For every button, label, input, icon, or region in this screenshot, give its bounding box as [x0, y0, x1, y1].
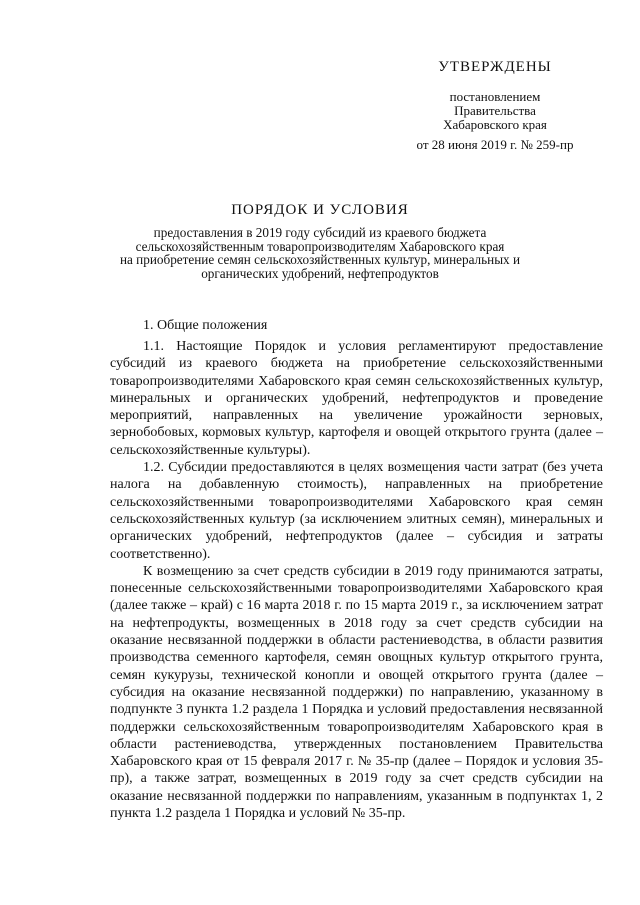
approval-heading: УТВЕРЖДЕНЫ: [438, 59, 552, 75]
approval-line-1: постановлением: [449, 89, 541, 104]
approval-stamp: [390, 58, 600, 152]
section-heading: 1. Общие положения: [143, 318, 268, 333]
approval-line-2: Правительства: [454, 103, 536, 118]
approval-line-3: Хабаровского края: [443, 117, 547, 132]
approval-date: от 28 июня 2019 г. № 259-пр: [416, 137, 574, 152]
subtitle-line-4: органических удобрений, нефтепродуктов: [201, 265, 439, 281]
subtitle-line-3: на приобретение семян сельскохозяйственных культур, минеральных и: [119, 252, 521, 267]
document-body: [110, 338, 603, 822]
subtitle-line-1: предоставления в 2019 году субсидий из краевого бюджета: [153, 225, 487, 240]
paragraph-1-2: 1.2. Субсидии предоставляются в целях возмещения части затрат (без учета налога на добавленную стоимость), направленных на приобретение сельскохозяйственными товаропроизводителями Хабаровского края семян сельскохозяйственных культур (за исключением элитных семян), минеральных и органических удобрений, нефтепродуктов (далее – субсидия и затраты соответственно).: [110, 460, 603, 562]
subtitle-line-2: сельскохозяйственным товаропроизводителям Хабаровского края: [135, 238, 505, 254]
paragraph-1-1: 1.1. Настоящие Порядок и условия регламентируют предоставление субсидий из краевого бюджета на приобретение сельскохозяйственными товаропроизводителями Хабаровского края семян сельскохозяйственных культур, минеральных и органических удобрений, нефтепродуктов и проведение мероприятий, направленных на увеличение урожайности зерновых, зернобобовых, кормовых культур, картофеля и овощей открытого грунта (далее – сельскохозяйственные культуры).: [110, 339, 603, 458]
document-subtitle: [110, 226, 530, 280]
paragraph-reimbursement: К возмещению за счет средств субсидии в 2019 году принимаются затраты, понесенные сельскохозяйственными товаропроизводителями Хабаровского края (далее также – край) с 16 марта 2018 г. по 15 марта 2019 г., за исключением затрат на нефтепродукты, возмещенных в 2018 году за счет средств субсидии на оказание несвязанной поддержки в области растениеводства, в области развития производства семенного картофеля, семян овощных культур открытого грунта, семян кукурузы, технической конопли и овощей открытого грунта (далее – субсидия на оказание несвязанной поддержки) по направлению, указанному в подпункте 3 пункта 1.2 раздела 1 Порядка и условий предоставления несвязанной поддержки сельскохозяйственным товаропроизводителям Хабаровского края в области растениеводства, утвержденных постановлением Правительства Хабаровского края от 15 февраля 2017 г. № 35-пр (далее – Порядок и условия 35-пр), а также затрат, возмещенных в 2019 году за счет средств субсидии на оказание несвязанной поддержки по направлениям, указанным в подпунктах 1, 2 пункта 1.2 раздела 1 Порядка и условий № 35-пр.: [110, 563, 603, 822]
document-title: ПОРЯДОК И УСЛОВИЯ: [231, 202, 409, 218]
